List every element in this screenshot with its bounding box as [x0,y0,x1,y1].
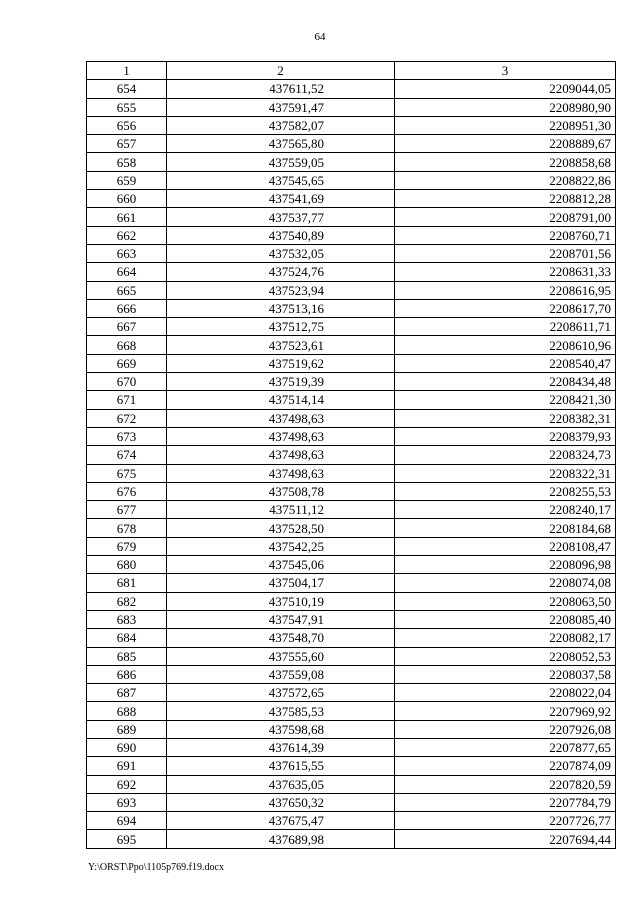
point-number-cell: 658 [87,153,167,171]
point-number-cell: 672 [87,409,167,427]
point-number-cell: 677 [87,501,167,519]
x-coordinate-cell: 437582,07 [167,116,395,134]
table-row [87,501,616,519]
column-header-2: 2 [167,62,395,80]
y-coordinate-cell: 2208760,71 [395,226,616,244]
y-coordinate-cell: 2208022,04 [395,684,616,702]
x-coordinate-cell: 437591,47 [167,98,395,116]
point-number-cell: 678 [87,519,167,537]
x-coordinate-cell: 437504,17 [167,574,395,592]
y-coordinate-cell: 2208074,08 [395,574,616,592]
table-row [87,464,616,482]
x-coordinate-cell: 437615,55 [167,757,395,775]
y-coordinate-cell: 2207726,77 [395,812,616,830]
point-number-cell: 689 [87,720,167,738]
x-coordinate-cell: 437585,53 [167,702,395,720]
table-row [87,738,616,756]
y-coordinate-cell: 2208322,31 [395,464,616,482]
point-number-cell: 684 [87,629,167,647]
y-coordinate-cell: 2208540,47 [395,354,616,372]
table-row [87,409,616,427]
point-number-cell: 661 [87,208,167,226]
y-coordinate-cell: 2208421,30 [395,391,616,409]
x-coordinate-cell: 437532,05 [167,244,395,262]
point-number-cell: 655 [87,98,167,116]
table-row [87,775,616,793]
table-row [87,830,616,848]
table-row [87,373,616,391]
x-coordinate-cell: 437559,05 [167,153,395,171]
table-row [87,793,616,811]
table-row [87,812,616,830]
footer-file-path: Y:\ORST\Ppo\1105p769.f19.docx [88,862,224,873]
x-coordinate-cell: 437565,80 [167,135,395,153]
x-coordinate-cell: 437598,68 [167,720,395,738]
point-number-cell: 695 [87,830,167,848]
y-coordinate-cell: 2207874,09 [395,757,616,775]
x-coordinate-cell: 437689,98 [167,830,395,848]
x-coordinate-cell: 437523,94 [167,281,395,299]
x-coordinate-cell: 437614,39 [167,738,395,756]
point-number-cell: 685 [87,647,167,665]
point-number-cell: 659 [87,171,167,189]
table-row [87,610,616,628]
y-coordinate-cell: 2208791,00 [395,208,616,226]
y-coordinate-cell: 2208052,53 [395,647,616,665]
table-row [87,446,616,464]
y-coordinate-cell: 2207926,08 [395,720,616,738]
x-coordinate-cell: 437513,16 [167,299,395,317]
y-coordinate-cell: 2208980,90 [395,98,616,116]
x-coordinate-cell: 437519,62 [167,354,395,372]
table-header-row [87,62,616,80]
table-row [87,592,616,610]
x-coordinate-cell: 437540,89 [167,226,395,244]
y-coordinate-cell: 2207969,92 [395,702,616,720]
y-coordinate-cell: 2208701,56 [395,244,616,262]
x-coordinate-cell: 437545,06 [167,556,395,574]
y-coordinate-cell: 2207784,79 [395,793,616,811]
x-coordinate-cell: 437498,63 [167,409,395,427]
table-row [87,281,616,299]
point-number-cell: 656 [87,116,167,134]
y-coordinate-cell: 2208096,98 [395,556,616,574]
x-coordinate-cell: 437541,69 [167,190,395,208]
y-coordinate-cell: 2208324,73 [395,446,616,464]
y-coordinate-cell: 2208889,67 [395,135,616,153]
table-row [87,336,616,354]
point-number-cell: 688 [87,702,167,720]
x-coordinate-cell: 437511,12 [167,501,395,519]
x-coordinate-cell: 437548,70 [167,629,395,647]
x-coordinate-cell: 437498,63 [167,446,395,464]
y-coordinate-cell: 2208063,50 [395,592,616,610]
point-number-cell: 669 [87,354,167,372]
y-coordinate-cell: 2208951,30 [395,116,616,134]
table-row [87,757,616,775]
x-coordinate-cell: 437650,32 [167,793,395,811]
x-coordinate-cell: 437547,91 [167,610,395,628]
point-number-cell: 654 [87,80,167,98]
x-coordinate-cell: 437611,52 [167,80,395,98]
table-row [87,665,616,683]
x-coordinate-cell: 437524,76 [167,263,395,281]
point-number-cell: 668 [87,336,167,354]
point-number-cell: 687 [87,684,167,702]
point-number-cell: 686 [87,665,167,683]
x-coordinate-cell: 437508,78 [167,482,395,500]
x-coordinate-cell: 437498,63 [167,464,395,482]
table-row [87,574,616,592]
point-number-cell: 665 [87,281,167,299]
point-number-cell: 693 [87,793,167,811]
table-row [87,720,616,738]
point-number-cell: 676 [87,482,167,500]
point-number-cell: 692 [87,775,167,793]
point-number-cell: 679 [87,537,167,555]
table-row [87,208,616,226]
point-number-cell: 694 [87,812,167,830]
table-body [87,80,616,848]
y-coordinate-cell: 2208082,17 [395,629,616,647]
point-number-cell: 662 [87,226,167,244]
x-coordinate-cell: 437555,60 [167,647,395,665]
x-coordinate-cell: 437498,63 [167,427,395,445]
table-row [87,98,616,116]
y-coordinate-cell: 2208858,68 [395,153,616,171]
y-coordinate-cell: 2208379,93 [395,427,616,445]
table-row [87,354,616,372]
point-number-cell: 666 [87,299,167,317]
y-coordinate-cell: 2207820,59 [395,775,616,793]
x-coordinate-cell: 437545,65 [167,171,395,189]
x-coordinate-cell: 437528,50 [167,519,395,537]
point-number-cell: 681 [87,574,167,592]
page-number: 64 [314,31,326,43]
y-coordinate-cell: 2208085,40 [395,610,616,628]
table-row [87,482,616,500]
x-coordinate-cell: 437675,47 [167,812,395,830]
y-coordinate-cell: 2208382,31 [395,409,616,427]
point-number-cell: 675 [87,464,167,482]
x-coordinate-cell: 437537,77 [167,208,395,226]
table-row [87,153,616,171]
x-coordinate-cell: 437523,61 [167,336,395,354]
table-row [87,391,616,409]
y-coordinate-cell: 2208108,47 [395,537,616,555]
x-coordinate-cell: 437519,39 [167,373,395,391]
x-coordinate-cell: 437635,05 [167,775,395,793]
y-coordinate-cell: 2208611,71 [395,318,616,336]
table-row [87,116,616,134]
y-coordinate-cell: 2208617,70 [395,299,616,317]
point-number-cell: 657 [87,135,167,153]
point-number-cell: 691 [87,757,167,775]
point-number-cell: 673 [87,427,167,445]
point-number-cell: 674 [87,446,167,464]
point-number-cell: 683 [87,610,167,628]
table-row [87,427,616,445]
table-row [87,299,616,317]
y-coordinate-cell: 2208616,95 [395,281,616,299]
table-row [87,226,616,244]
point-number-cell: 660 [87,190,167,208]
point-number-cell: 670 [87,373,167,391]
point-number-cell: 663 [87,244,167,262]
x-coordinate-cell: 437542,25 [167,537,395,555]
point-number-cell: 690 [87,738,167,756]
y-coordinate-cell: 2207694,44 [395,830,616,848]
table-row [87,537,616,555]
table-row [87,263,616,281]
table-row [87,171,616,189]
table-row [87,190,616,208]
column-header-1: 1 [87,62,167,80]
coordinates-table [86,61,616,849]
x-coordinate-cell: 437572,65 [167,684,395,702]
y-coordinate-cell: 2208822,86 [395,171,616,189]
column-header-3: 3 [395,62,616,80]
table-row [87,135,616,153]
point-number-cell: 667 [87,318,167,336]
y-coordinate-cell: 2208255,53 [395,482,616,500]
table-row [87,244,616,262]
x-coordinate-cell: 437559,08 [167,665,395,683]
point-number-cell: 671 [87,391,167,409]
table-row [87,519,616,537]
y-coordinate-cell: 2208610,96 [395,336,616,354]
table-row [87,684,616,702]
point-number-cell: 664 [87,263,167,281]
y-coordinate-cell: 2209044,05 [395,80,616,98]
y-coordinate-cell: 2208240,17 [395,501,616,519]
y-coordinate-cell: 2208812,28 [395,190,616,208]
table-row [87,629,616,647]
x-coordinate-cell: 437514,14 [167,391,395,409]
y-coordinate-cell: 2208184,68 [395,519,616,537]
table-row [87,318,616,336]
table-row [87,647,616,665]
y-coordinate-cell: 2208631,33 [395,263,616,281]
y-coordinate-cell: 2207877,65 [395,738,616,756]
point-number-cell: 680 [87,556,167,574]
y-coordinate-cell: 2208037,58 [395,665,616,683]
point-number-cell: 682 [87,592,167,610]
x-coordinate-cell: 437512,75 [167,318,395,336]
table-row [87,80,616,98]
table-row [87,556,616,574]
table-row [87,702,616,720]
y-coordinate-cell: 2208434,48 [395,373,616,391]
x-coordinate-cell: 437510,19 [167,592,395,610]
